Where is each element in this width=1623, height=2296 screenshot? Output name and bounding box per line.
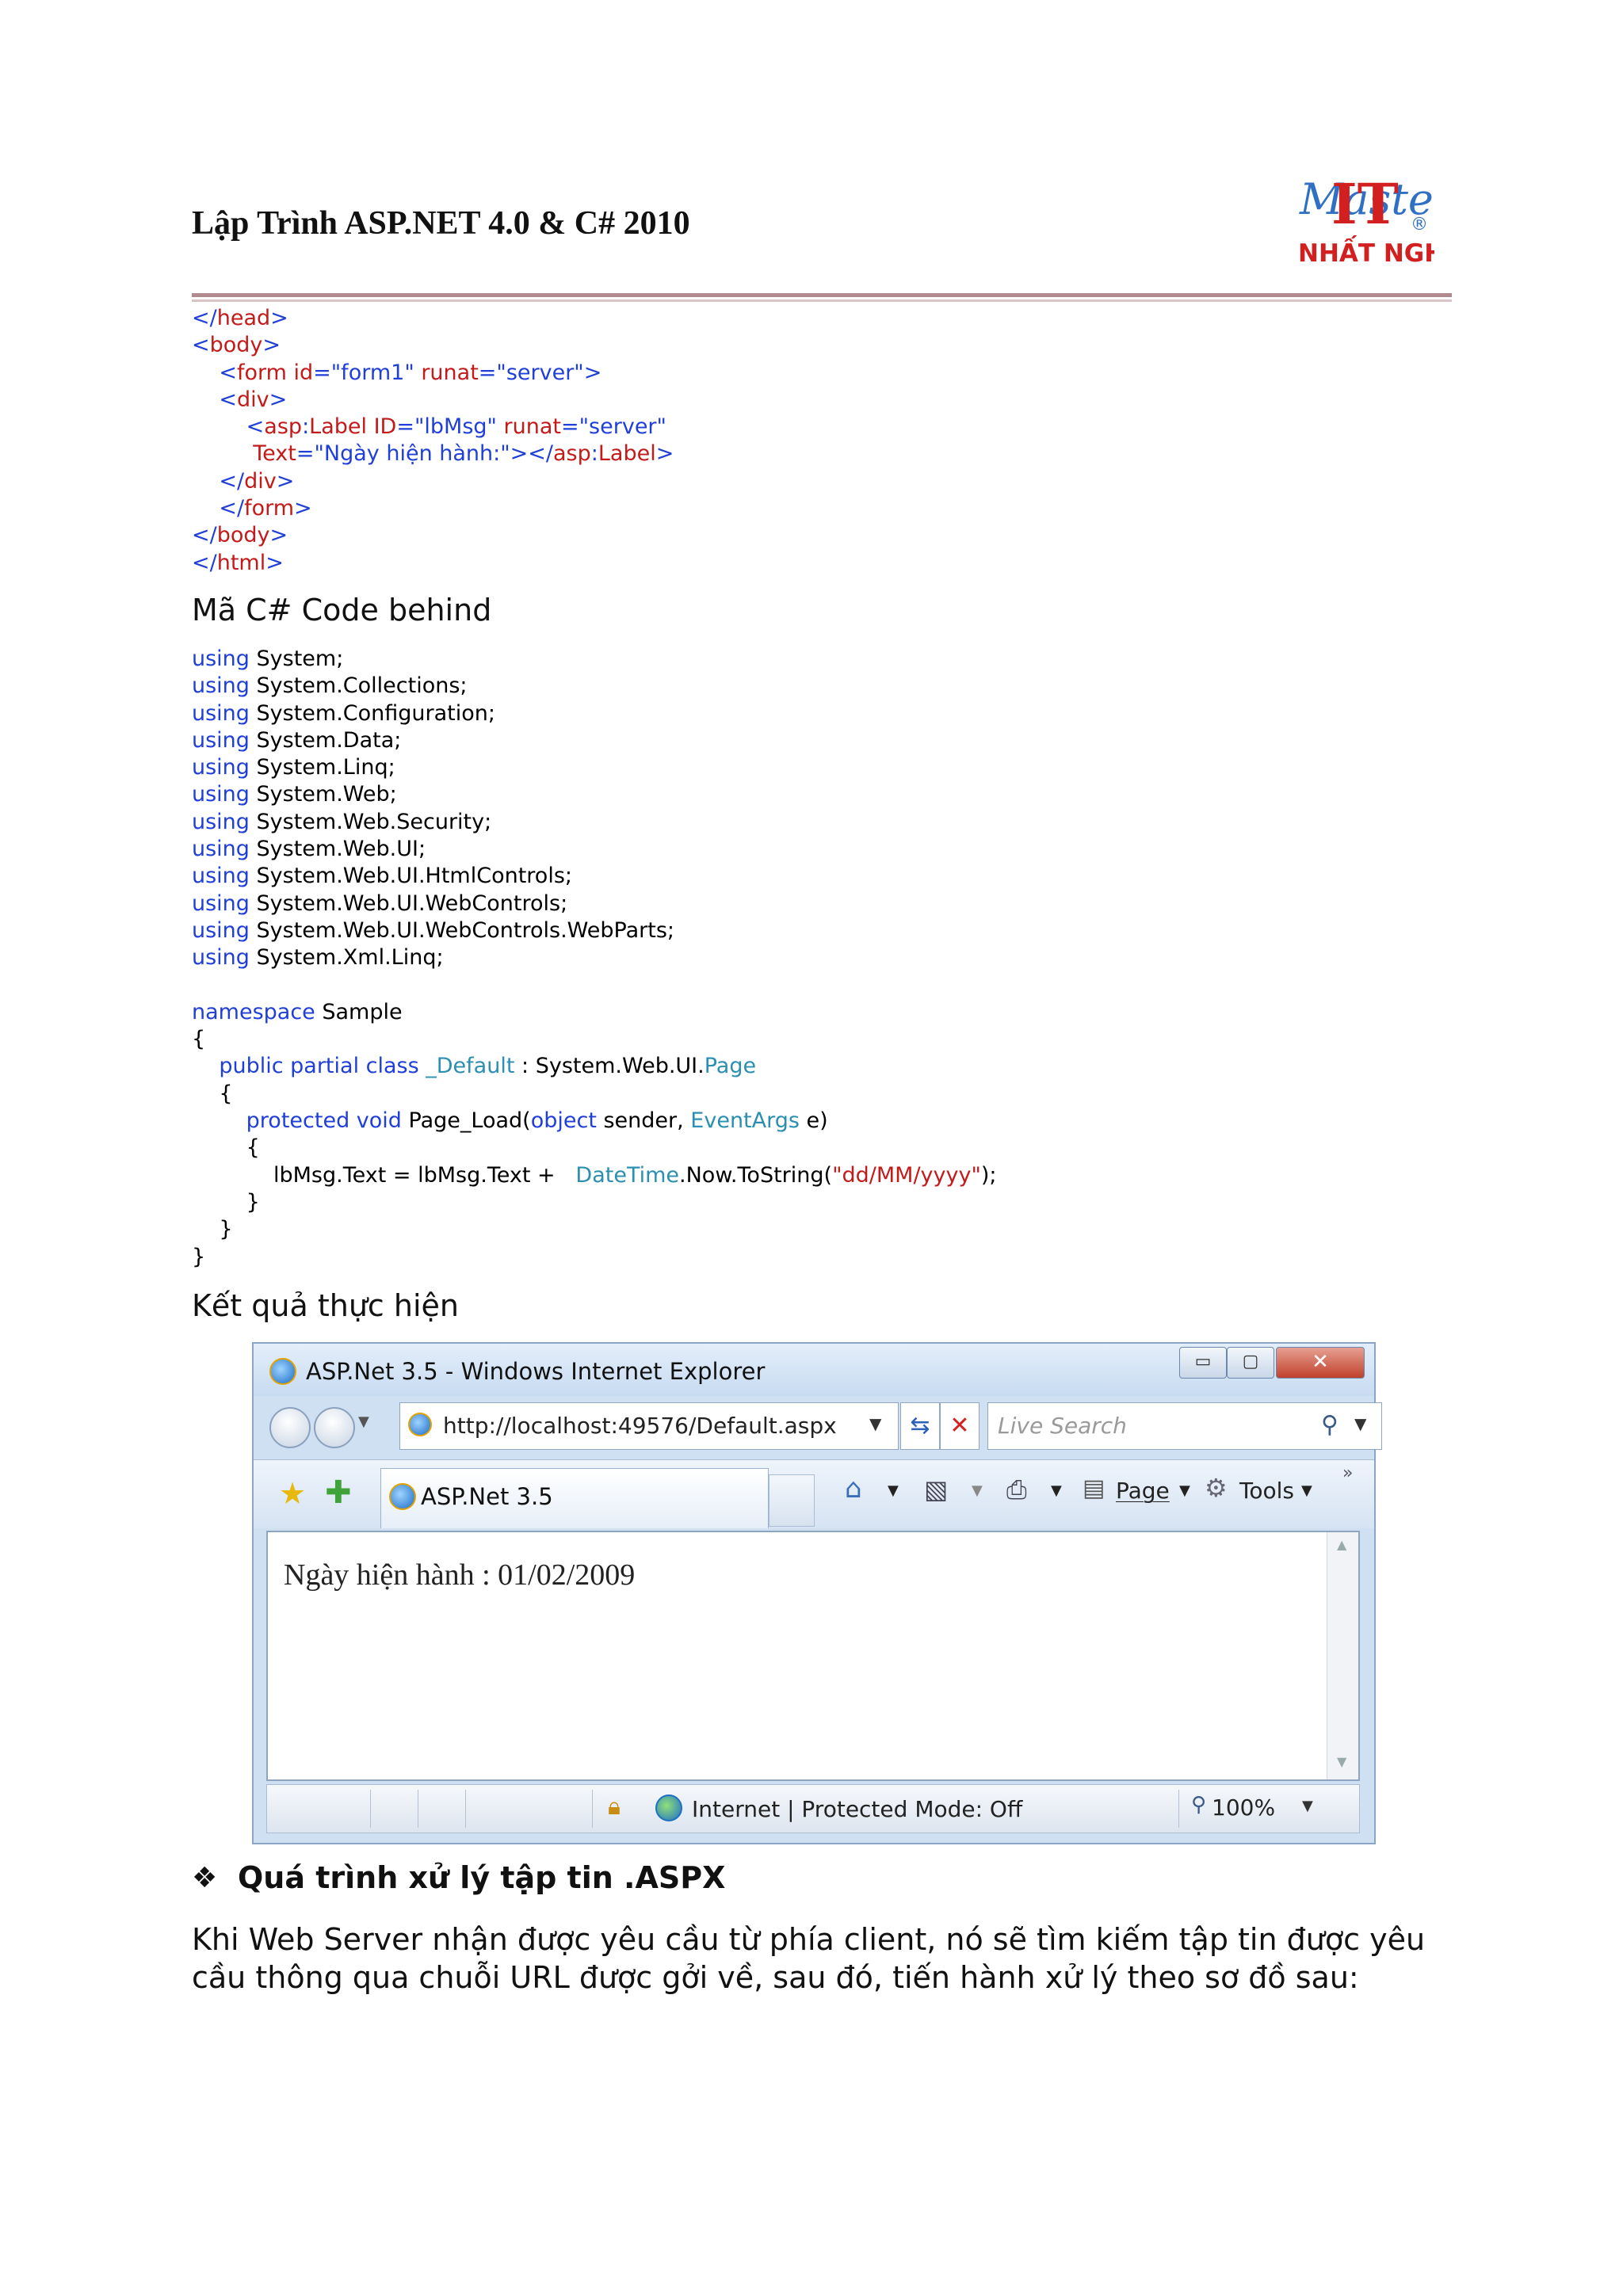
code-line: { bbox=[192, 1081, 233, 1106]
header-rule bbox=[192, 293, 1452, 297]
tab-command-bar bbox=[254, 1459, 1374, 1528]
logo-graphic bbox=[1284, 158, 1434, 277]
search-dropdown-icon[interactable]: ▼ bbox=[1354, 1414, 1367, 1433]
address-bar[interactable] bbox=[399, 1402, 899, 1450]
csharp-code-listing bbox=[192, 646, 997, 1271]
code-line: { bbox=[192, 1027, 206, 1052]
status-divider bbox=[370, 1790, 371, 1828]
svg-text:®: ® bbox=[1411, 215, 1428, 235]
page-ie-icon bbox=[408, 1413, 432, 1436]
zoom-icon[interactable]: ⚲ bbox=[1191, 1793, 1207, 1817]
header-rule-light bbox=[192, 299, 1452, 302]
code-line: using System.Xml.Linq; bbox=[192, 945, 444, 971]
code-line: using System.Configuration; bbox=[192, 700, 495, 726]
stop-icon[interactable]: ✕ bbox=[940, 1402, 980, 1450]
code-line: </head> bbox=[192, 306, 288, 330]
window-title: ASP.Net 3.5 - Windows Internet Explorer bbox=[306, 1358, 766, 1385]
ie-icon bbox=[269, 1358, 296, 1385]
code-line: } bbox=[192, 1217, 233, 1242]
search-input[interactable]: Live Search bbox=[998, 1413, 1127, 1439]
page-icon: ▤ bbox=[1083, 1474, 1106, 1502]
code-line: </html> bbox=[192, 550, 284, 575]
address-input[interactable]: http://localhost:49576/Default.aspx bbox=[443, 1413, 837, 1439]
code-line: using System.Web.UI.HtmlControls; bbox=[192, 864, 572, 889]
code-line: using System; bbox=[192, 646, 344, 671]
navigation-bar bbox=[254, 1396, 1374, 1459]
content-label: Ngày hiện hành : 01/02/2009 bbox=[284, 1558, 636, 1592]
code-line: </body> bbox=[192, 523, 288, 548]
feeds-icon[interactable]: ▧ bbox=[924, 1474, 949, 1505]
code-line: <form id="form1" runat="server"> bbox=[192, 360, 602, 385]
code-line: public partial class _Default : System.Web.UI.Page bbox=[192, 1054, 757, 1079]
more-chevron-icon[interactable]: » bbox=[1342, 1463, 1354, 1483]
code-line: using System.Web.UI; bbox=[192, 837, 426, 862]
status-divider bbox=[465, 1790, 466, 1828]
security-zone-text: Internet | Protected Mode: Off bbox=[692, 1796, 1023, 1822]
window-titlebar bbox=[254, 1344, 1374, 1396]
code-line: Text="Ngày hiện hành:"></asp:Label> bbox=[192, 441, 674, 467]
body-paragraph: Khi Web Server nhận được yêu cầu từ phía client, nó sẽ tìm kiếm tập tin được yêu cầu thông qua chuỗi URL được gởi về, sau đó, tiến hành xử lý theo sơ đồ sau: bbox=[192, 1922, 1426, 1995]
vertical-scrollbar[interactable] bbox=[1327, 1532, 1358, 1779]
feeds-dropdown-icon[interactable]: ▼ bbox=[972, 1482, 983, 1499]
section-heading: Quá trình xử lý tập tin .ASPX bbox=[238, 1860, 726, 1895]
code-line: </form> bbox=[192, 496, 312, 521]
tab-label: ASP.Net 3.5 bbox=[421, 1483, 553, 1510]
tools-gear-icon: ⚙ bbox=[1205, 1473, 1228, 1503]
home-dropdown-icon[interactable]: ▼ bbox=[888, 1482, 899, 1499]
zoom-level[interactable]: 100% bbox=[1212, 1794, 1276, 1821]
search-box[interactable] bbox=[987, 1402, 1382, 1450]
page-menu[interactable]: Page bbox=[1116, 1478, 1170, 1504]
close-button[interactable]: ✕ bbox=[1276, 1347, 1365, 1379]
page-dropdown-icon[interactable]: ▼ bbox=[1179, 1482, 1190, 1499]
code-line: protected void Page_Load(object sender, EventArgs e) bbox=[192, 1108, 828, 1134]
tools-dropdown-icon[interactable]: ▼ bbox=[1301, 1482, 1312, 1499]
scroll-down-icon[interactable]: ▼ bbox=[1337, 1754, 1347, 1769]
code-line: namespace Sample bbox=[192, 999, 403, 1024]
code-line: using System.Web.UI.WebControls.WebParts; bbox=[192, 917, 674, 943]
code-line: using System.Linq; bbox=[192, 755, 395, 780]
favorites-star-icon[interactable]: ★ bbox=[279, 1476, 307, 1511]
ie-browser-window bbox=[252, 1342, 1376, 1844]
refresh-icon[interactable]: ⇆ bbox=[900, 1402, 940, 1450]
code-line: </div> bbox=[192, 468, 295, 494]
tools-menu[interactable]: Tools bbox=[1239, 1478, 1294, 1504]
address-dropdown-icon[interactable]: ▼ bbox=[869, 1414, 882, 1433]
code-line: { bbox=[192, 1135, 260, 1161]
home-icon[interactable]: ⌂ bbox=[845, 1473, 862, 1505]
document-title: Lập Trình ASP.NET 4.0 & C# 2010 bbox=[192, 205, 690, 242]
svg-text:Master: Maste bbox=[1300, 174, 1434, 224]
print-dropdown-icon[interactable]: ▼ bbox=[1051, 1482, 1062, 1499]
code-line: } bbox=[192, 1189, 260, 1215]
status-bar bbox=[266, 1784, 1360, 1833]
code-line: using System.Collections; bbox=[192, 673, 468, 699]
code-line: lbMsg.Text = lbMsg.Text + DateTime.Now.ToString("dd/MM/yyyy"); bbox=[192, 1162, 997, 1188]
print-icon[interactable]: ⎙ bbox=[1006, 1474, 1027, 1505]
status-divider bbox=[592, 1790, 593, 1828]
code-line: using System.Web; bbox=[192, 782, 397, 807]
status-divider bbox=[1178, 1790, 1179, 1828]
nhat-nghe-logo bbox=[1284, 158, 1434, 277]
code-line: } bbox=[192, 1244, 206, 1269]
scroll-up-icon[interactable]: ▲ bbox=[1337, 1537, 1347, 1552]
code-line: <asp:Label ID="lbMsg" runat="server" bbox=[192, 414, 666, 440]
code-line bbox=[192, 972, 997, 999]
search-icon[interactable]: ⚲ bbox=[1321, 1411, 1338, 1439]
svg-text:NHẤT NGHỆ: NHẤT NG bbox=[1298, 239, 1425, 268]
code-line: <body> bbox=[192, 333, 281, 358]
back-icon[interactable] bbox=[269, 1407, 311, 1448]
new-tab-button[interactable] bbox=[769, 1474, 815, 1527]
globe-icon bbox=[655, 1794, 682, 1821]
forward-icon[interactable] bbox=[314, 1407, 355, 1448]
lock-icon: 🔒︎ bbox=[608, 1793, 621, 1821]
add-favorites-icon[interactable]: ✚ bbox=[325, 1474, 352, 1511]
recent-pages-dropdown-icon[interactable]: ▼ bbox=[358, 1413, 369, 1430]
svg-text:IT: IT bbox=[1331, 171, 1399, 237]
code-line: using System.Web.UI.WebControls; bbox=[192, 891, 568, 916]
heading-code-behind: Mã C# Code behind bbox=[192, 593, 492, 627]
html-code-listing bbox=[192, 305, 674, 577]
zoom-dropdown-icon[interactable]: ▼ bbox=[1302, 1798, 1313, 1814]
bullet-icon: ❖ bbox=[192, 1862, 218, 1894]
tab-ie-icon bbox=[389, 1483, 416, 1510]
tab-asp-net[interactable] bbox=[380, 1468, 769, 1528]
code-line: <div> bbox=[192, 387, 288, 412]
page-content-area bbox=[266, 1531, 1360, 1781]
code-line: using System.Data; bbox=[192, 727, 402, 753]
heading-result: Kết quả thực hiện bbox=[192, 1288, 459, 1323]
code-line: using System.Web.Security; bbox=[192, 809, 492, 834]
minimize-button[interactable]: ▭ bbox=[1179, 1347, 1227, 1379]
maximize-button[interactable]: ▢ bbox=[1227, 1347, 1274, 1379]
